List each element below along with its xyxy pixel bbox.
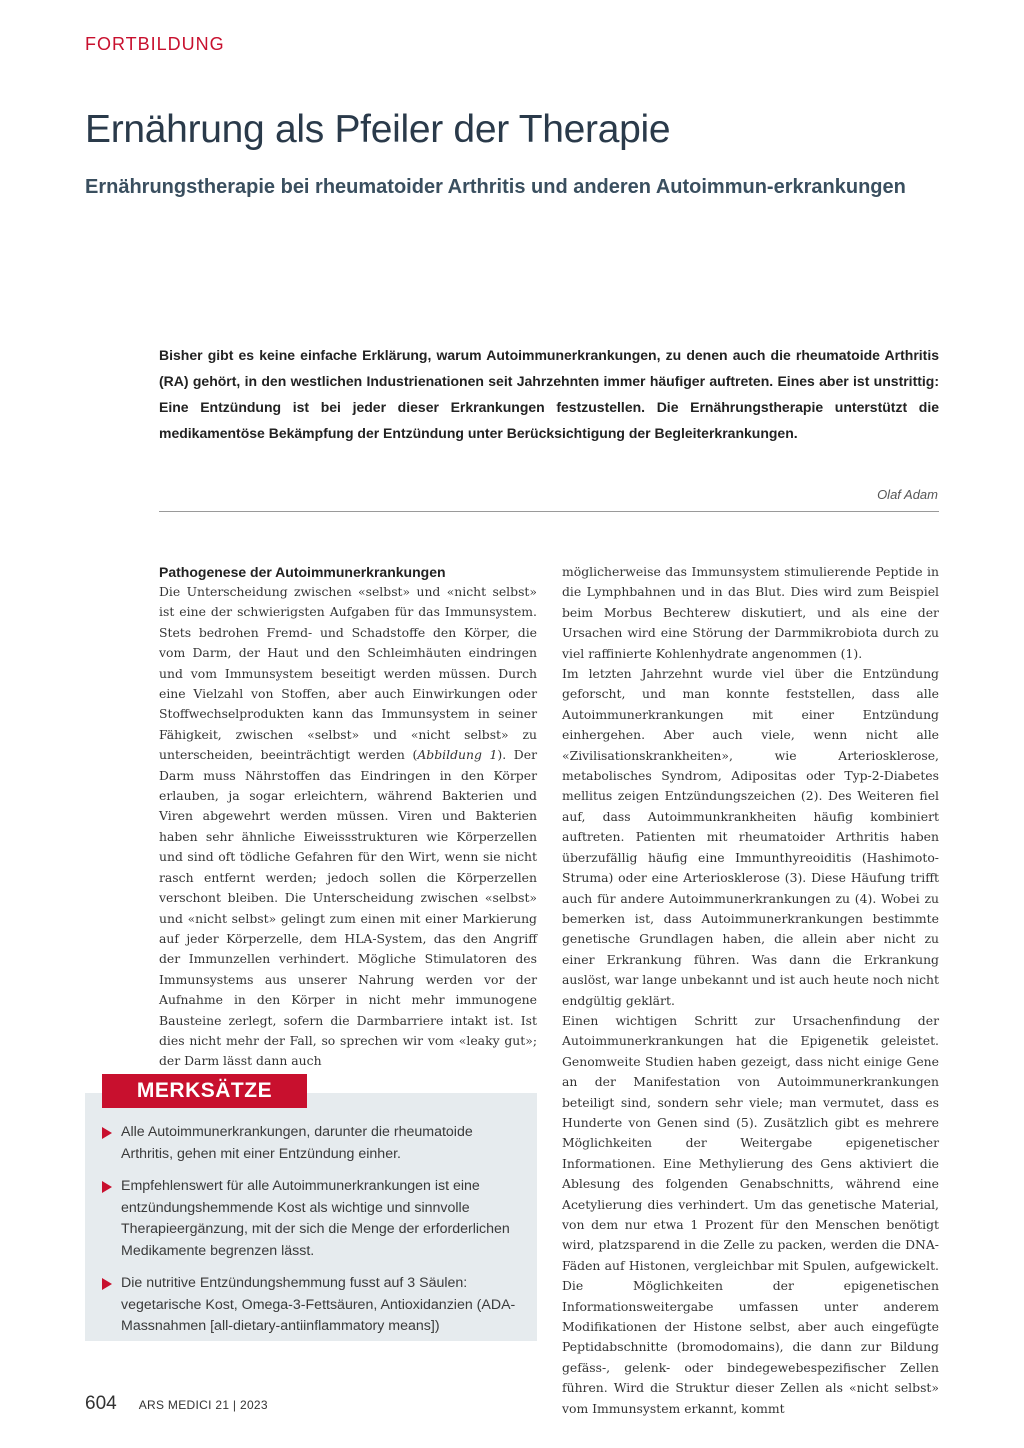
author-name: Olaf Adam	[877, 487, 938, 502]
body-paragraph: möglicherweise das Immunsystem stimulierende Peptide in die Lymphbahnen und in das Blut. Dies wird zum Beispiel beim Morbus Bechterew diskutiert, und als eine der Ursachen wird eine Störung der Darmmikrobiota durch zu viel raffinierte Kohlenhydrate angenommen (1).	[562, 564, 939, 661]
left-column	[159, 562, 537, 1072]
merksaetze-title: MERKSÄTZE	[102, 1074, 307, 1108]
section-heading: Pathogenese der Autoimmunerkrankungen	[159, 564, 446, 580]
article-title: Ernährung als Pfeiler der Therapie	[85, 108, 671, 151]
list-item-text: Die nutritive Entzündungshemmung fusst auf 3 Säulen: vegetarische Kost, Omega-3-Fettsäuren, Antioxidanzien (ADA-Massnahmen [all-dietary-antiinflammatory means])	[121, 1275, 516, 1334]
divider	[159, 511, 939, 512]
list-item-text: Empfehlenswert für alle Autoimmunerkrankungen ist eine entzündungshemmende Kost als wichtige und sinnvolle Therapieergänzung, mit der sich die Menge der erforderlichen Medikamente begrenzen lässt.	[121, 1178, 510, 1259]
merksaetze-list	[102, 1122, 522, 1349]
page-footer	[85, 1393, 268, 1415]
article-subtitle: Ernährungstherapie bei rheumatoider Arthritis und anderen Autoimmun-erkrankungen	[85, 176, 906, 198]
body-paragraph: Einen wichtigen Schritt zur Ursachenfindung der Autoimmunerkrankungen hat die Epigenetik geleistet. Genomweite Studien haben gezeigt, dass nicht einige Gene an der Manifestation von Autoimmunerkrankungen beteiligt sind, sondern sehr viele; man vermutet, dass es Hunderte von Genen sind (5). Zusätzlich gibt es mehrere Möglichkeiten der Weitergabe epigenetischer Informationen. Eine Methylierung des Gens aktiviert die Ablesung des folgenden Genabschnitts, während eine Acetylierung dies verhindert. Um das genetische Material, von dem nur etwa 1 Prozent für den Menschen benötigt wird, platzsparend in die Zelle zu packen, werden die DNA-Fäden auf Histonen, vergleichbar mit Spulen, aufgewickelt. Die Möglichkeiten der epigenetischen Informationsweitergabe umfassen unter anderem Modifikationen der Histone selbst, aber auch eingefügte Peptidabschnitte (bromodomains), die dann zur Bildung gefäss-, gelenk- oder bindegewebespezifischer Zellen führen. Wird die Struktur dieser Zellen als «nicht selbst» vom Immunsystem erkannt, kommt	[562, 1012, 939, 1416]
body-text: ). Der Darm muss Nährstoffen das Eindringen in den Körper erlauben, ja sogar erleichtern, während Bakterien und Viren abgewehrt werden müssen. Viren und Bakterien haben sehr ähnliche Eiweissstrukturen wie Körperzellen und sind oft tödliche Gefahren für den Wirt, wenn sie nicht rasch entfernt werden; jedoch sollen die Körperzellen verschont bleiben. Die Unterscheidung zwischen «selbst» und «nicht selbst» gelingt zum einen mit einer Markierung auf jeder Körperzelle, dem HLA-System, das den Angriff der Immunzellen verhindert. Mögliche Stimulatoren des Immunsystems aus unserer Nahrung werden vor der Aufnahme in den Körper in nicht mehr immunogene Bausteine zerlegt, sofern die Darmbarriere intakt ist. Ist dies nicht mehr der Fall, so sprechen wir vom «leaky gut»; der Darm lässt dann auch	[159, 747, 538, 1069]
right-column	[562, 562, 939, 1419]
triangle-bullet-icon	[102, 1181, 112, 1193]
list-item	[102, 1176, 522, 1262]
list-item	[102, 1273, 522, 1338]
page-number: 604	[85, 1393, 117, 1414]
journal-name: ARS MEDICI 21 | 2023	[138, 1398, 268, 1412]
section-label: FORTBILDUNG	[85, 34, 225, 54]
list-item	[102, 1122, 522, 1165]
article-lead: Bisher gibt es keine einfache Erklärung, warum Autoimmunerkrankungen, zu denen auch die rheumatoide Arthritis (RA) gehört, in den westlichen Industrienationen seit Jahrzehnten immer häufiger auftreten. Eines aber ist unstrittig: Eine Entzündung ist bei jeder dieser Erkrankungen festzustellen. Die Ernährungstherapie unterstützt die medikamentöse Bekämpfung der Entzündung unter Berücksichtigung der Begleiterkrankungen.	[159, 347, 939, 441]
list-item-text: Alle Autoimmunerkrankungen, darunter die rheumatoide Arthritis, gehen mit einer Entzündung einher.	[121, 1124, 473, 1162]
triangle-bullet-icon	[102, 1127, 112, 1139]
body-paragraph: Im letzten Jahrzehnt wurde viel über die Entzündung geforscht, und man konnte feststellen, dass alle Autoimmunerkrankungen mit einer Entzündung einhergehen. Aber auch viele, wenn nicht alle «Zivilisationskrankheiten», wie Arteriosklerose, metabolisches Syndrom, Adipositas oder Typ-2-Diabetes mellitus zeigen Entzündungszeichen (2). Des Weiteren fiel auf, dass Autoimmunkrankheiten häufig kombiniert auftreten. Patienten mit rheumatoider Arthritis haben überzufällig häufig eine Immunthyreoiditis (Hashimoto-Struma) oder eine Arteriosklerose (3). Diese Häufung trifft auch für andere Autoimmunerkrankungen zu (4). Wobei zu bemerken ist, dass Autoimmunerkrankungen bestimmte genetische Grundlagen haben, die allein aber nicht zu einer Erkrankung führen. Was dann die Erkrankung auslöst, war lange unbekannt und ist auch heute noch nicht endgültig geklärt.	[562, 666, 939, 1008]
body-paragraph	[159, 582, 537, 1072]
figure-reference: Abbildung 1	[417, 747, 498, 763]
body-text: Die Unterscheidung zwischen «selbst» und «nicht selbst» ist eine der schwierigsten Aufgaben für das Immunsystem. Stets bedrohen Fremd- und Schadstoffe den Körper, die vom Darm, der Haut und den Schleimhäuten eindringen und vom Immunsystem beseitigt werden müssen. Durch eine Vielzahl von Stoffen, aber auch Einwirkungen oder Stoffwechselprodukten kann das Immunsystem in seiner Fähigkeit, zwischen «selbst» und «nicht selbst» zu unterscheiden, beeinträchtigt werden (	[159, 584, 537, 763]
triangle-bullet-icon	[102, 1278, 112, 1290]
